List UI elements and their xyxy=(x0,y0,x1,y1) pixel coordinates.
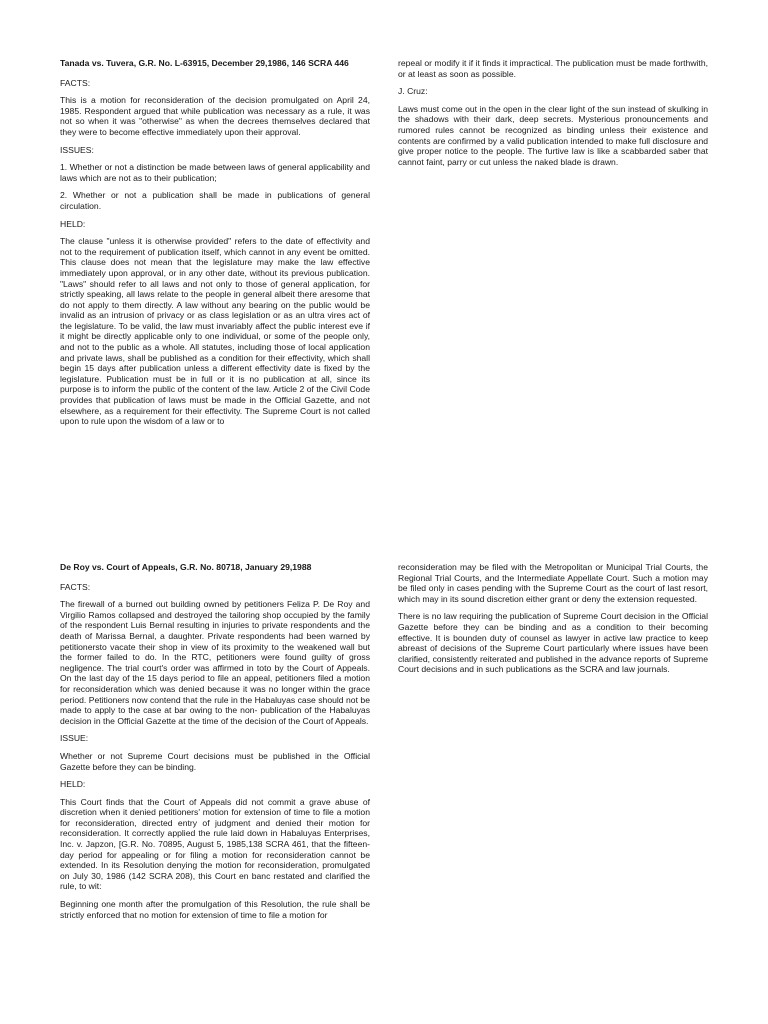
case1-concur-text: Laws must come out in the open in the clear light of the sun instead of skulking in the shadows with their dark, deep secrets. Mysterious pronouncements and rumored rules cannot be recognized as binding unless their existence and contents are confirmed by a valid publication intended to make full disclosure and give proper notice to the people. The furtive law is like a scabbarded saber that cannot faint, parry or cut unless the naked blade is drawn. xyxy=(398,103,708,167)
case2-facts-label: FACTS: xyxy=(60,581,91,592)
case2-facts-text: The firewall of a burned out building owned by petitioners Feliza P. De Roy and Virgilio Ramos collapsed and destroyed the tailoring shop occupied by the family of the respondent Luis Bernal resulting in injuries to private respondents and the death of Marissa Bernal, a daughter. Private respondents had been warned by petitionersto vacate their shop in view of its proximity to the weakened wall but the former failed to do. In the RTC, petitioners were found guilty of gross negligence. The trial court's order was affirmed in toto by the Court of Appeals. On the last day of the 15 days period to file an appeal, petitioners filed a motion for reconsideration which was denied because it was no longer within the grace period. Petitioners now contend that the rule in the Habaluyas case should not be made to apply to the case at bar owing to the non- publication of the Habaluyas decision in the Official Gazette at the time of the decision of the Court of Appeals. xyxy=(60,599,370,726)
case2-right-column xyxy=(398,562,708,682)
case1-title: Tanada vs. Tuvera, G.R. No. L-63915, December 29,1986, 146 SCRA 446 xyxy=(60,58,349,68)
case1-held-continued: repeal or modify it if it finds it impractical. The publication must be made forthwith, or at least as soon as possible. xyxy=(398,58,708,79)
case1-issue-2: 2. Whether or not a publication shall be made in publications of general circulation. xyxy=(60,190,370,211)
case2-issue-text: Whether or not Supreme Court decisions must be published in the Official Gazette before they can be binding. xyxy=(60,750,370,772)
case1-left-column xyxy=(60,58,370,434)
case1-facts-text: This is a motion for reconsideration of the decision promulgated on April 24, 1985. Respondent argued that while publication was necessary as a rule, it was not so when it was "otherwise" as when the decrees themselves declared that they were to become effective immediately upon their approval. xyxy=(60,95,370,137)
case2-held-label: HELD: xyxy=(60,779,86,790)
case2-quote-continued: reconsideration may be filed with the Metropolitan or Municipal Trial Courts, the Regional Trial Courts, and the Intermediate Appellate Court. Such a motion may be filed only in cases pending with the Supreme Court as the court of last resort, which may in its sound discretion either grant or deny the extension requested. xyxy=(398,562,708,604)
case1-right-column xyxy=(398,58,708,174)
case1-facts-label: FACTS: xyxy=(60,77,91,88)
case2-left-column xyxy=(60,562,370,927)
case1-held-label: HELD: xyxy=(60,218,86,229)
case2-issue-label: ISSUE: xyxy=(60,733,89,744)
case1-issue-1: 1. Whether or not a distinction be made between laws of general applicability and laws which are not as to their publication; xyxy=(60,162,370,183)
case2-quote-text: Beginning one month after the promulgation of this Resolution, the rule shall be strictly enforced that no motion for extension of time to file a motion for xyxy=(60,899,370,920)
case1-issues-label: ISSUES: xyxy=(60,144,94,155)
case1-held-text: The clause "unless it is otherwise provided" refers to the date of effectivity and not to the requirement of publication itself, which cannot in any event be omitted. This clause does not mean that the legislature may make the law effective immediately upon approval, or in any other date, without its previous publication. "Laws" should refer to all laws and not only to those of general application, for strictly speaking, all laws relate to the people in general albeit there aresome that do not apply to them directly. A law without any bearing on the public would be invalid as an intrusion of privacy or as class legislation or as an ultra vires act of the legislature. To be valid, the law must invariably affect the public interest eve if it might be directly applicable only to one individual, or some of the people only, and not to the public as a whole. All statutes, including those of local application and private laws, shall be published as a condition for their effectivity, which shall begin 15 days after publication unless a different effectivity date is fixed by the legislature. Publication must be in full or it is no publication at all, since its purpose is to inform the public of the content of the law. Article 2 of the Civil Code provides that publication of laws must be made in the Official Gazette, and not elsewhere, as a requirement for their effectivity. The Supreme Court is not called upon to rule upon the wisdom of a law or to xyxy=(60,236,370,427)
case2-held-text: This Court finds that the Court of Appeals did not commit a grave abuse of discretion when it denied petitioners' motion for extension of time to file a motion for reconsideration, directed entry of judgment and denied their motion for reconsideration. It correctly applied the rule laid down in Habaluyas Enterprises, Inc. v. Japzon, [G.R. No. 70895, August 5, 1985,138 SCRA 461, that the fifteen- day period for appealing or for filing a motion for reconsideration cannot be extended. In its Resolution denying the motion for reconsideration, promulgated on July 30, 1986 (142 SCRA 208), this Court en banc restated and clarified the rule, to wit: xyxy=(60,796,370,892)
case2-title: De Roy vs. Court of Appeals, G.R. No. 80718, January 29,1988 xyxy=(60,562,312,572)
case2-closing-text: There is no law requiring the publication of Supreme Court decision in the Official Gazette before they can be binding and as a condition to their becoming effective. It is bounden duty of counsel as lawyer in active law practice to keep abreast of decisions of the Supreme Court particularly where issues have been clarified, consistently reiterated and published in the advance reports of Supreme Court decisions and in such publications as the SCRA and law journals. xyxy=(398,611,708,675)
case1-concur-label: J. Cruz: xyxy=(398,86,428,97)
